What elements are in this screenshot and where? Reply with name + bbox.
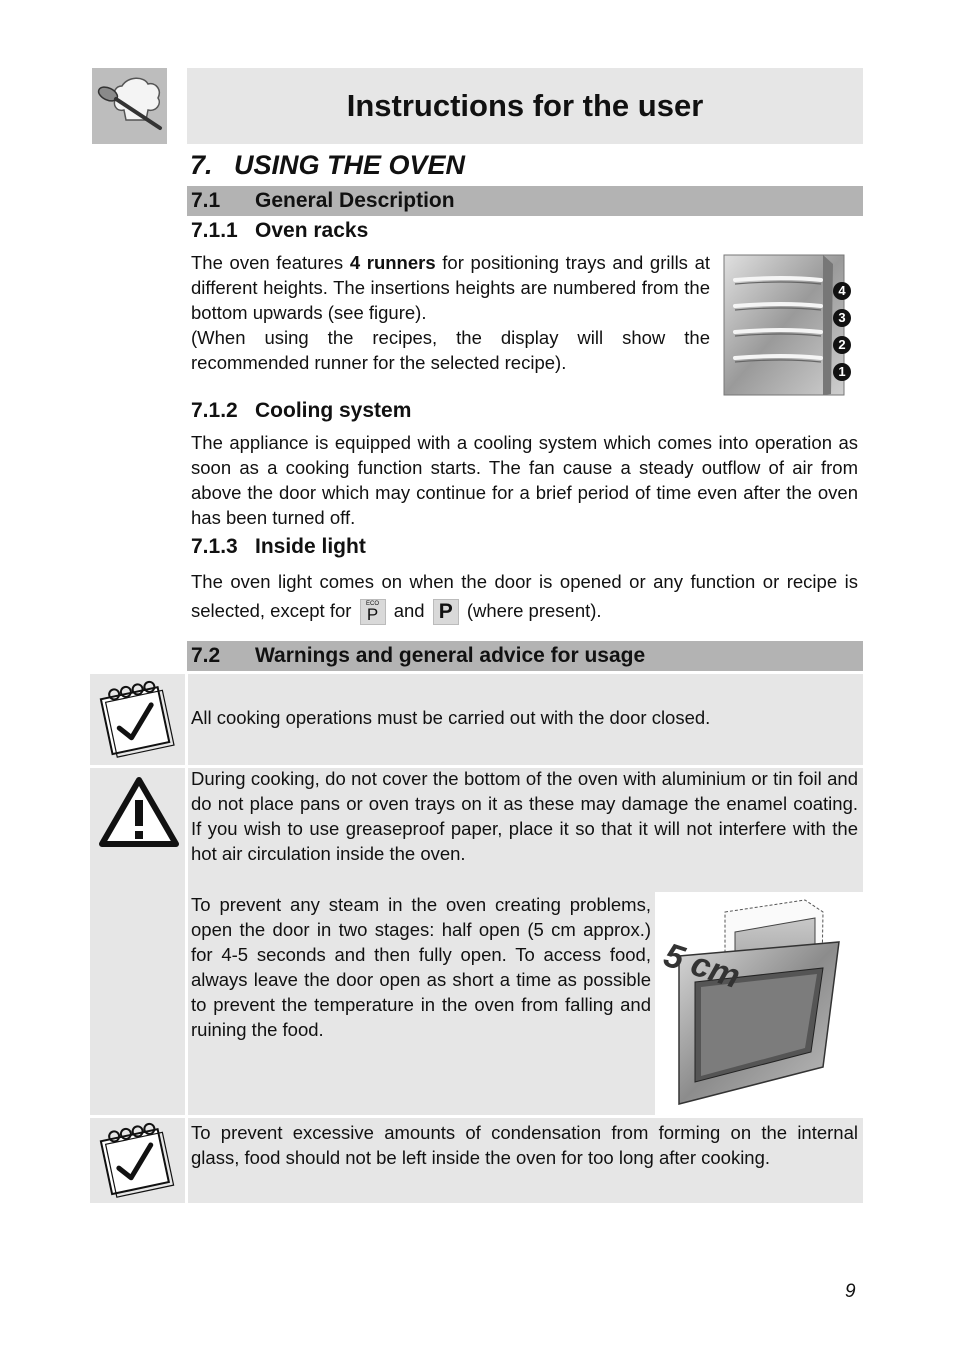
eco-label: ECO (366, 601, 380, 608)
warning-row-1 (188, 674, 863, 765)
runner-label-4: 4 (833, 282, 851, 300)
page-title: Instructions for the user (346, 88, 704, 123)
subsection-oven-racks (191, 219, 368, 243)
section-title: Warnings and general advice for usage (255, 644, 646, 667)
text-run: The oven light comes on when the door is opened or any function or recipe is selected, except for (191, 571, 858, 621)
chapter-title: USING THE OVEN (234, 150, 466, 180)
notepad-check-icon (90, 1118, 185, 1203)
door-opening-label: 5 cm (659, 936, 745, 997)
chapter-number: 7. (190, 150, 213, 180)
subsection-title: Cooling system (255, 399, 412, 422)
subsection-inside-light (191, 535, 366, 559)
caution-icon-cell (90, 768, 185, 1115)
text-run: (When using the recipes, the display will show the recommended runner for the selected recipe). (191, 327, 710, 373)
text-run: The oven features (191, 252, 350, 273)
cooling-system-text: The appliance is equipped with a cooling system which comes into operation as soon as a cooking function starts. The fan cause a steady outflow of air from above the door which may continue for a brief period of time even after the oven has been turned off. (191, 432, 858, 528)
eco-p-letter: P (366, 605, 379, 625)
warning-triangle-icon (90, 768, 185, 858)
subsection-number: 7.1.2 (191, 399, 238, 422)
notepad-check-icon (90, 674, 185, 765)
runner-label-1: 1 (833, 363, 851, 381)
oven-door-illustration (655, 892, 863, 1115)
p-symbol-icon (433, 599, 459, 625)
note-icon-cell-2 (90, 1118, 185, 1203)
text-run: for positioning trays and grills at different heights. The insertions heights are numbered from the bottom upwards (see figure). (191, 252, 711, 323)
subsection-cooling-system (191, 399, 411, 423)
eco-p-symbol-icon (360, 599, 386, 625)
bold-text: 4 runners (349, 252, 436, 273)
section-number: 7.1 (191, 189, 221, 212)
spoon-chef-hat-icon (92, 68, 167, 144)
subsection-title: Inside light (255, 535, 366, 558)
subsection-title: Oven racks (255, 219, 369, 242)
subsection-number: 7.1.3 (191, 535, 238, 558)
text-run: (where present). (466, 600, 602, 621)
chapter-heading (190, 150, 465, 181)
section-title: General Description (255, 189, 455, 212)
runner-label-2: 2 (833, 336, 851, 354)
section-7-1-bar (187, 186, 863, 216)
warning-row-2 (188, 768, 863, 1115)
header-bar (187, 68, 863, 144)
section-7-2-bar (187, 641, 863, 671)
text-run: and (393, 600, 425, 621)
oven-racks-text (191, 250, 710, 375)
warning-text-foil: During cooking, do not cover the bottom of the oven with aluminium or tin foil and do not place pans or oven trays on it as these may damage the enamel coating. If you wish to use greaseproof paper, place it so that it will not interfere with the hot air circulation inside the oven. (191, 768, 858, 864)
warning-text-condensation: To prevent excessive amounts of condensation from forming on the internal glass, food should not be left inside the oven for too long after cooking. (191, 1122, 858, 1168)
subsection-number: 7.1.1 (191, 219, 238, 242)
page-number: 9 (845, 1281, 856, 1302)
runner-label-3: 3 (833, 309, 851, 327)
warning-text-steam: To prevent any steam in the oven creating problems, open the door in two stages: half open (5 cm approx.) for 4-5 seconds and then fully open. To access food, always leave the door open as short a time as possible to prevent the temperature in the oven from falling and ruining the food. (191, 894, 651, 1040)
warning-text: All cooking operations must be carried out with the door closed. (191, 707, 711, 728)
note-icon-cell (90, 674, 185, 765)
door-figure (655, 892, 863, 1115)
inside-light-text (191, 567, 858, 625)
p-letter: P (438, 600, 453, 624)
section-number: 7.2 (191, 644, 221, 667)
warning-row-3 (188, 1118, 863, 1203)
header-icon-box (92, 68, 167, 144)
